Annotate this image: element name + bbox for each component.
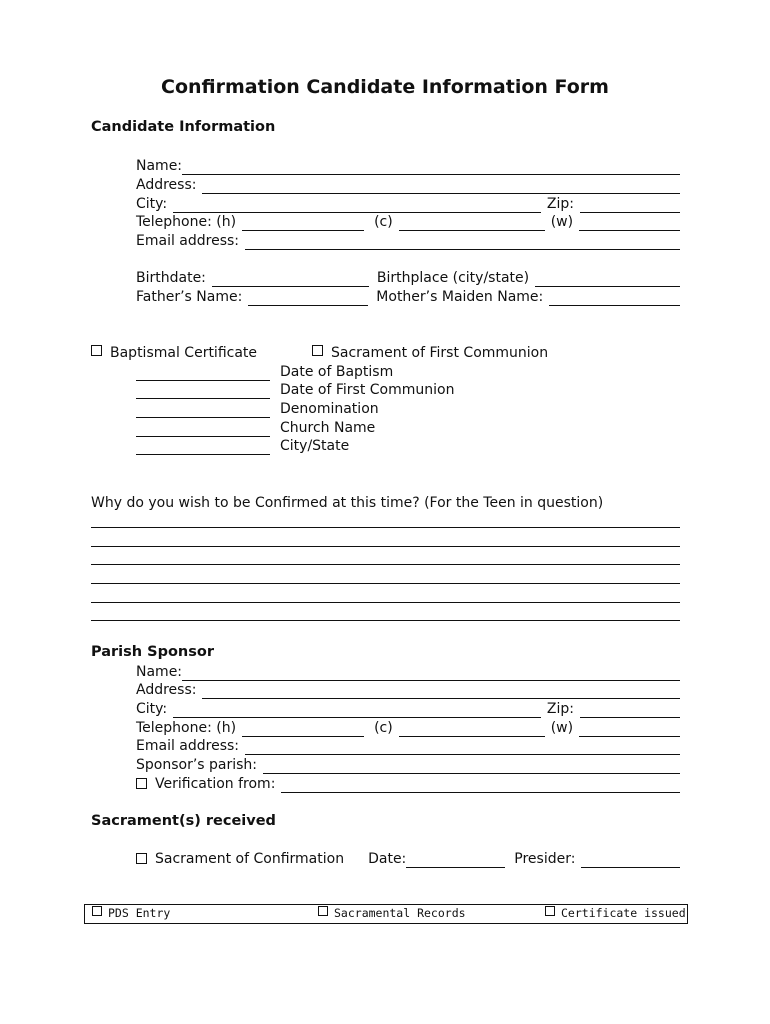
candidate-heading: Candidate Information	[91, 119, 276, 135]
sponsor-parish-row	[136, 756, 680, 774]
baptismal-certificate-option[interactable]	[91, 344, 257, 362]
candidate-phone-w-label: (w)	[550, 214, 574, 230]
answer-line[interactable]	[91, 546, 680, 547]
sponsor-email-row	[136, 737, 680, 755]
sponsor-phone-c-field[interactable]	[399, 721, 545, 737]
sponsor-phone-c-label: (c)	[374, 720, 393, 736]
candidate-father-label: Father’s Name:	[136, 289, 243, 305]
candidate-birthplace-label: Birthplace (city/state)	[376, 270, 530, 286]
sponsor-parish-label: Sponsor’s parish:	[136, 757, 258, 773]
form-title: Confirmation Candidate Information Form	[161, 76, 609, 98]
candidate-phone-h-label: Telephone: (h)	[136, 214, 237, 230]
candidate-name-row	[136, 157, 680, 175]
sponsor-name-field[interactable]	[182, 665, 680, 681]
certificate-issued-option[interactable]	[545, 906, 686, 920]
sponsor-phone-h-label: Telephone: (h)	[136, 720, 237, 736]
sponsor-zip-field[interactable]	[580, 702, 680, 718]
candidate-father-field[interactable]	[248, 290, 368, 306]
sponsor-email-label: Email address:	[136, 738, 240, 754]
candidate-phone-c-field[interactable]	[399, 215, 545, 231]
confirmation-label: Sacrament of Confirmation	[155, 851, 345, 867]
candidate-phone-h-field[interactable]	[242, 215, 364, 231]
candidate-address-label: Address:	[136, 177, 197, 193]
sponsor-heading: Parish Sponsor	[91, 644, 214, 660]
candidate-zip-label: Zip:	[546, 196, 574, 212]
presider-label: Presider:	[514, 851, 576, 867]
baptism-date-field[interactable]	[136, 365, 270, 381]
baptismal-certificate-checkbox[interactable]	[91, 345, 102, 356]
sponsor-telephone-row	[136, 719, 680, 737]
presider-field[interactable]	[581, 852, 680, 868]
candidate-birthdate-field[interactable]	[212, 271, 369, 287]
office-use-box	[84, 904, 688, 924]
sponsor-zip-label: Zip:	[546, 701, 574, 717]
sponsor-address-field[interactable]	[202, 683, 680, 699]
church-city-state-row	[136, 437, 349, 455]
confirmation-date-label: Date:	[368, 851, 407, 867]
certificate-issued-checkbox[interactable]	[545, 906, 555, 916]
sponsor-name-label: Name:	[136, 664, 183, 680]
candidate-email-field[interactable]	[245, 234, 680, 250]
sponsor-address-row	[136, 681, 680, 699]
sponsor-verification-field[interactable]	[281, 777, 680, 793]
sponsor-verification-checkbox[interactable]	[136, 778, 147, 789]
sponsor-city-row	[136, 700, 680, 718]
candidate-phone-c-label: (c)	[374, 214, 393, 230]
church-name-field[interactable]	[136, 421, 270, 437]
sacramental-records-label: Sacramental Records	[334, 906, 466, 920]
candidate-name-field[interactable]	[182, 159, 680, 175]
sponsor-phone-w-label: (w)	[550, 720, 574, 736]
sponsor-verification-row	[136, 775, 680, 793]
answer-line[interactable]	[91, 527, 680, 528]
answer-line[interactable]	[91, 583, 680, 584]
answer-line[interactable]	[91, 620, 680, 621]
sacramental-records-checkbox[interactable]	[318, 906, 328, 916]
sponsor-email-field[interactable]	[245, 739, 680, 755]
first-communion-option[interactable]	[312, 344, 548, 362]
candidate-address-field[interactable]	[202, 178, 680, 194]
candidate-name-label: Name:	[136, 158, 183, 174]
certificate-issued-label: Certificate issued	[561, 906, 686, 920]
candidate-birthplace-field[interactable]	[535, 271, 680, 287]
sponsor-city-field[interactable]	[173, 702, 541, 718]
first-communion-date-row	[136, 381, 454, 399]
sponsor-city-label: City:	[136, 701, 168, 717]
baptism-date-row	[136, 363, 393, 381]
confirmation-date-field[interactable]	[406, 852, 505, 868]
sacraments-received-heading: Sacrament(s) received	[91, 813, 276, 829]
first-communion-date-label: Date of First Communion	[280, 382, 455, 398]
candidate-parents-row	[136, 288, 680, 306]
first-communion-checkbox[interactable]	[312, 345, 323, 356]
sponsor-phone-w-field[interactable]	[579, 721, 680, 737]
candidate-email-row	[136, 232, 680, 250]
confirmation-row	[136, 850, 680, 868]
candidate-city-field[interactable]	[173, 197, 541, 213]
church-city-state-field[interactable]	[136, 439, 270, 455]
candidate-telephone-row	[136, 213, 680, 231]
pds-entry-label: PDS Entry	[108, 906, 171, 920]
candidate-city-label: City:	[136, 196, 168, 212]
first-communion-date-field[interactable]	[136, 383, 270, 399]
answer-line[interactable]	[91, 602, 680, 603]
sponsor-parish-field[interactable]	[263, 758, 680, 774]
sponsor-address-label: Address:	[136, 682, 197, 698]
answer-line[interactable]	[91, 564, 680, 565]
church-name-row	[136, 419, 375, 437]
candidate-mother-field[interactable]	[549, 290, 680, 306]
candidate-address-row	[136, 176, 680, 194]
denomination-label: Denomination	[280, 401, 379, 417]
candidate-birth-row	[136, 269, 680, 287]
sacramental-records-option[interactable]	[318, 906, 466, 920]
candidate-phone-w-field[interactable]	[579, 215, 680, 231]
baptism-date-label: Date of Baptism	[280, 364, 394, 380]
sponsor-verification-label: Verification from:	[155, 776, 276, 792]
denomination-field[interactable]	[136, 402, 270, 418]
candidate-birthdate-label: Birthdate:	[136, 270, 206, 286]
church-city-state-label: City/State	[280, 438, 350, 454]
candidate-email-label: Email address:	[136, 233, 240, 249]
church-name-label: Church Name	[280, 420, 376, 436]
candidate-mother-label: Mother’s Maiden Name:	[376, 289, 544, 305]
sponsor-phone-h-field[interactable]	[242, 721, 364, 737]
confirmation-checkbox[interactable]	[136, 853, 147, 864]
candidate-city-row	[136, 195, 680, 213]
denomination-row	[136, 400, 379, 418]
baptismal-certificate-label: Baptismal Certificate	[110, 345, 258, 361]
why-confirmed-question: Why do you wish to be Confirmed at this time? (For the Teen in question)	[91, 495, 604, 511]
first-communion-label: Sacrament of First Communion	[331, 345, 549, 361]
pds-entry-option[interactable]	[92, 906, 170, 920]
pds-entry-checkbox[interactable]	[92, 906, 102, 916]
candidate-zip-field[interactable]	[580, 197, 680, 213]
sponsor-name-row	[136, 663, 680, 681]
